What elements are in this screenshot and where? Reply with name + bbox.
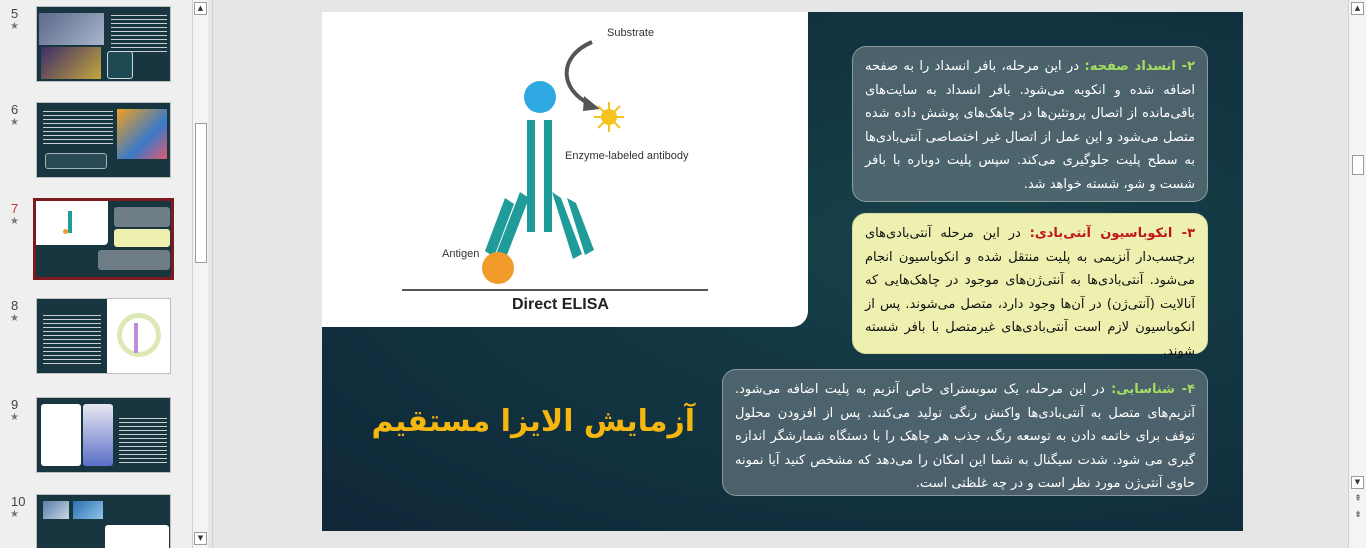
thumb-title-box: [45, 153, 107, 169]
antibody-icon: [485, 120, 594, 260]
scroll-up-button[interactable]: ▲: [194, 2, 207, 15]
diagram-caption: Direct ELISA: [512, 296, 609, 313]
step3-textbox[interactable]: [852, 213, 1208, 359]
thumb-image: [73, 501, 103, 519]
animation-star-icon: ★: [10, 117, 19, 128]
thumb-text-box: [98, 250, 170, 270]
thumb-text-box: [114, 207, 170, 227]
thumb-antigen: [63, 229, 68, 234]
slide-number: 10: [11, 494, 26, 509]
previous-slide-icon[interactable]: ⇞: [1354, 494, 1362, 504]
thumb-antibody: [134, 323, 138, 353]
step2-body: در این مرحله، بافر انسداد را به صفحه اضافه شده و انکوبه می‌شود. بافر انسداد به سایت‌های باقی‌مانده از اتصال پروتئین‌ها در چاهک‌های پوشش داده شده متصل می‌شود و این عمل از اتصال غیر اختصاصی آنتی‌بادی‌ها به سطح پلیت جلوگیری می‌کند. سپس پلیت دوباره با بافر شست و شو، شسته خواهد شد.: [865, 59, 1195, 192]
thumb-title-box: [107, 51, 133, 79]
direct-elisa-diagram[interactable]: [322, 12, 808, 327]
thumb-ring: [117, 313, 161, 357]
slide-editing-area: [212, 0, 1348, 548]
slide-thumbnail-9[interactable]: [36, 397, 171, 473]
step4-body: در این مرحله، یک سوبسترای خاص آنزیم به پلیت اضافه می‌شود. آنزیم‌های متصل به آنتی‌بادی‌ها واکنش رنگی تولید می‌کنند. پس از افزودن محلول توقف برای خاتمه دادن به توسعه رنگ، جذب هر چاهک را با دستگاه شمارشگر اندازه گیری می شود. شدت سیگنال به شما این امکان را می‌دهد که مشخص کنید آیا نمونه حاوی آنتی‌ژن مورد نظر است و در چه غلظتی است.: [735, 382, 1195, 491]
thumb-antibody: [68, 211, 72, 233]
thumb-image: [117, 109, 167, 159]
thumbnail-row-5[interactable]: [0, 6, 192, 90]
step4-heading: ۴- شناسایی:: [1111, 382, 1195, 397]
thumb-image: [41, 47, 101, 79]
animation-star-icon: ★: [10, 21, 19, 32]
thumb-diagram: [105, 525, 169, 548]
enzyme-label: Enzyme-labeled antibody: [565, 150, 689, 162]
thumb-image: [83, 404, 113, 466]
thumb-image: [39, 13, 104, 45]
thumbnail-row-6[interactable]: [0, 102, 192, 186]
scroll-thumb[interactable]: [195, 123, 207, 263]
enzyme-icon: [524, 81, 556, 113]
slide-thumbnail-8[interactable]: [36, 298, 171, 374]
antigen-label: Antigen: [442, 248, 480, 260]
scroll-down-button[interactable]: ▼: [1351, 476, 1364, 489]
thumb-text-lines: [111, 15, 167, 55]
thumb-text-lines: [43, 315, 101, 367]
slide-title[interactable]: آزمایش الایزا مستقیم: [371, 404, 695, 439]
substrate-star-icon: [594, 102, 624, 132]
slide-number: 7: [11, 201, 19, 216]
thumbnail-scrollbar[interactable]: [192, 0, 208, 548]
substrate-arrow-icon: [567, 42, 592, 104]
current-slide[interactable]: [322, 12, 1243, 531]
antigen-icon: [482, 252, 514, 284]
slide-number: 5: [11, 6, 19, 21]
animation-star-icon: ★: [10, 509, 19, 520]
thumbnail-row-10[interactable]: [0, 494, 192, 548]
step3-body: در این مرحله آنتی‌بادی‌های برچسب‌دار آنزیمی به پلیت منتقل شده و انکوباسیون انجام می‌شود. آنتی‌بادی‌ها به آنتی‌ژن‌های موجود در چاهک‌هایی که آنالایت (آنتی‌ژن) در آن‌ها وجود دارد، متصل می‌شوند. پس از انکوباسیون لازم است آنتی‌بادی‌های غیرمتصل با بافر شسته شوند.: [865, 226, 1195, 359]
substrate-label: Substrate: [607, 27, 655, 39]
slide-thumbnail-6[interactable]: [36, 102, 171, 178]
slide-thumbnail-pane: [0, 0, 192, 548]
thumbnail-row-8[interactable]: [0, 298, 192, 382]
scroll-down-button[interactable]: ▼: [194, 532, 207, 545]
step4-textbox[interactable]: [722, 369, 1208, 496]
thumb-diagram: [36, 201, 108, 245]
scroll-up-button[interactable]: ▲: [1351, 2, 1364, 15]
animation-star-icon: ★: [10, 412, 19, 423]
step2-textbox[interactable]: [852, 46, 1208, 202]
slide-scrollbar[interactable]: [1348, 0, 1366, 548]
animation-star-icon: ★: [10, 216, 19, 227]
slide-number: 8: [11, 298, 19, 313]
animation-star-icon: ★: [10, 313, 19, 324]
arrowhead-icon: [583, 96, 600, 111]
step2-heading: ۲- انسداد صفحه:: [1084, 59, 1195, 74]
thumb-text-box: [114, 229, 170, 247]
next-slide-icon[interactable]: ⇟: [1354, 510, 1362, 520]
thumb-diagram: [41, 404, 81, 466]
thumbnail-row-9[interactable]: [0, 397, 192, 481]
slide-thumbnail-7-selected[interactable]: [33, 198, 174, 280]
slide-number: 6: [11, 102, 19, 117]
thumbnail-row-7[interactable]: [0, 201, 192, 285]
thumb-text-lines: [43, 111, 113, 145]
slide-number: 9: [11, 397, 19, 412]
diagram-svg: [322, 12, 808, 327]
scroll-thumb[interactable]: [1352, 155, 1364, 175]
thumb-image: [43, 501, 69, 519]
thumb-text-lines: [119, 418, 167, 466]
slide-thumbnail-5[interactable]: [36, 6, 171, 82]
step3-heading: ۳- انکوباسیون آنتی‌بادی:: [1029, 226, 1195, 241]
slide-thumbnail-10[interactable]: [36, 494, 171, 548]
